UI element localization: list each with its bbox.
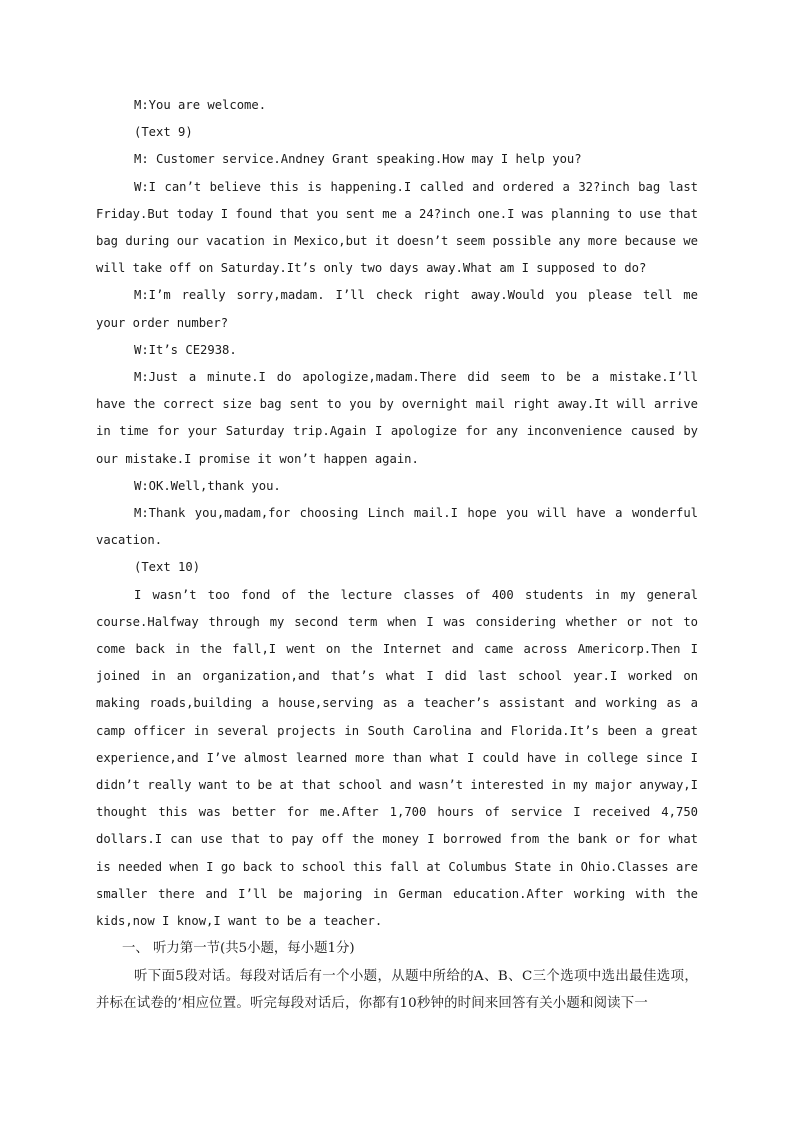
paragraph-thank-you: W:OK.Well,thank you. <box>134 478 281 493</box>
paragraph-wrong-bag: W:I can’t believe this is happening.I called and ordered a 32?inch bag last Friday.But today I found that you sent me a 24?inch one.I was planning to use that bag during our vacation in Mexico,but it doesn’t seem possible any more because we will take off on Saturday.It’s only two days away.What am I supposed to do? <box>96 179 698 276</box>
text-10-label: (Text 10) <box>134 560 201 575</box>
text-9-label: (Text 9) <box>134 125 193 140</box>
section-heading: 一、 听力第一节(共5小题，每小题1分) <box>122 941 355 957</box>
paragraph-order-id: W:It’s CE2938. <box>134 342 237 357</box>
paragraph-you-are-welcome: M:You are welcome. <box>134 98 267 112</box>
paragraph-customer-service: M: Customer service.Andney Grant speaking.How may I help you? <box>134 152 582 167</box>
paragraph-order-number: M:I’m really sorry,madam. I’ll check right away.Would you please tell me your order number? <box>96 288 698 330</box>
paragraph-apology: M:Just a minute.I do apologize,madam.There did seem to be a mistake.I’ll have the correct size bag sent to you by overnight mail right away.It will arrive in time for your Saturday trip.Again I apologize for any inconvenience caused by our mistake.I promise it won’t happen again. <box>96 370 698 466</box>
paragraph-americorp: I wasn’t too fond of the lecture classes of 400 students in my general course.Halfway through my second term when I was considering whether or not to come back in the fall,I went on the Internet and came across Americorp.Then I joined in an organization,and that’s what I did last school year.I worked on making roads,building a house,serving as a teacher’s assistant and working as a camp officer in several projects in South Carolina and Florida.It’s been a great experience,and I’ve almost learned more than what I could have in college since I didn’t really want to be at that school and wasn’t interested in my major anyway,I thought this was better for me.After 1,700 hours of service I received 4,750 dollars.I can use that to pay off the money I borrowed from the bank or for what is needed when I go back to school this fall at Columbus State in Ohio.Classes are smaller there and I’ll be majoring in German education.After working with the kids,now I know,I want to be a teacher. <box>96 587 698 929</box>
paragraph-linch-mail: M:Thank you,madam,for choosing Linch mail.I hope you will have a wonderful vacation. <box>96 506 698 548</box>
section-instructions: 听下面5段对话。每段对话后有一个小题，从题中所给的A、B、C三个选项中选出最佳选项，并标在试卷的’相应位置。听完每段对话后，你都有10秒钟的时间来回答有关小题和阅读下一 <box>96 968 698 1011</box>
document-body <box>96 92 698 1017</box>
